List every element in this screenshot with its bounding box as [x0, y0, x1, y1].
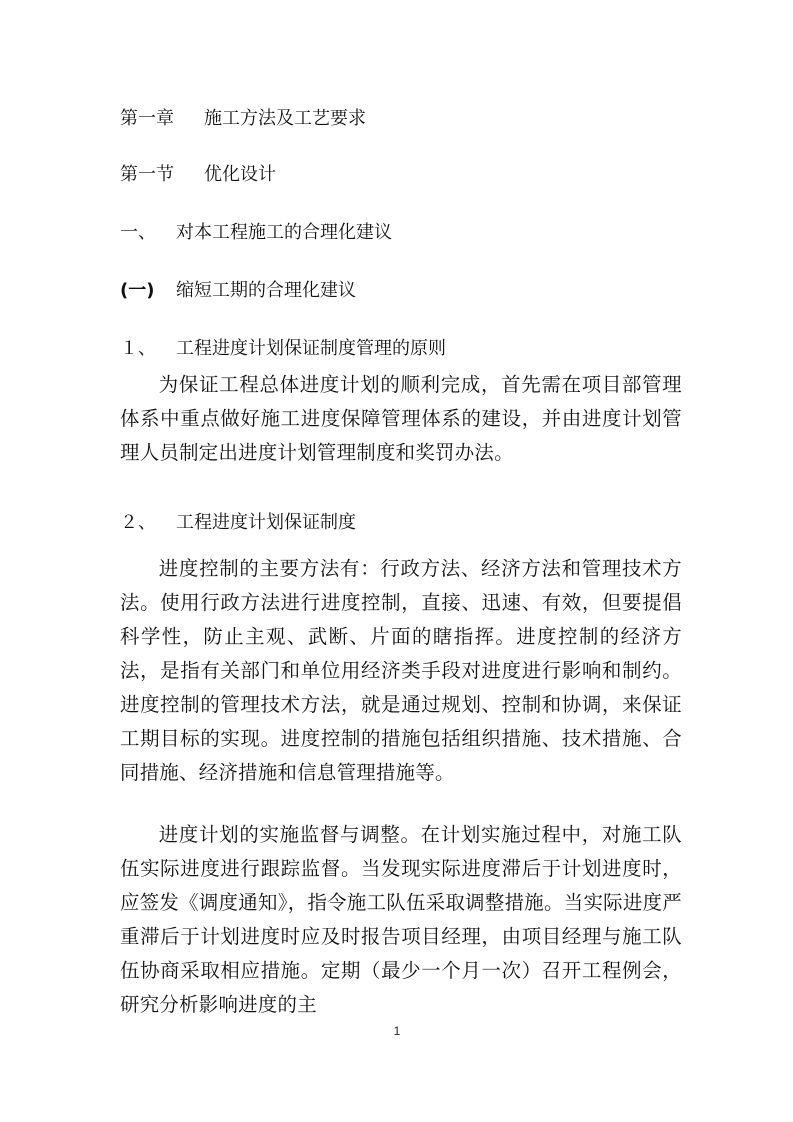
subsection-heading [120, 222, 392, 244]
heading-number: 第一章 [120, 108, 174, 129]
paragraph-2: 进度控制的主要方法有：行政方法、经济方法和管理技术方法。使用行政方法进行进度控制，直接、迅速、有效，但要提倡科学性，防止主观、武断、片面的瞎指挥。进度控制的经济方法，是指有关部门和单位用经济类手段对进度进行影响和制约。进度控制的管理技术方法，就是通过规划、控制和协调，来保证工期目标的实现。进度控制的措施包括组织措施、技术措施、合同措施、经济措施和信息管理措施等。 [120, 557, 682, 784]
item-heading-2 [120, 512, 356, 534]
chapter-heading [120, 108, 366, 130]
heading-number: (一) [120, 280, 155, 301]
heading-number: ２、 [120, 512, 156, 533]
page-number: 1 [393, 1024, 401, 1038]
subsubsection-heading [120, 280, 356, 302]
paragraph-3: 进度计划的实施监督与调整。在计划实施过程中，对施工队伍实际进度进行跟踪监督。当发现实际进度滞后于计划进度时，应签发《调度通知》，指令施工队伍采取调整措施。当实际进度严重滞后于计划进度时应及时报告项目经理，由项目经理与施工队伍协商采取相应措施。定期（最少一个月一次）召开工程例会，研究分析影响进度的主 [120, 823, 682, 1016]
item-heading-1 [120, 338, 446, 360]
heading-title: 工程进度计划保证制度管理的原则 [176, 338, 446, 359]
section-heading [120, 164, 276, 186]
heading-title: 对本工程施工的合理化建议 [176, 222, 392, 243]
heading-number: 第一节 [120, 164, 174, 185]
heading-title: 缩短工期的合理化建议 [176, 280, 356, 301]
heading-number: 一、 [120, 222, 156, 243]
paragraph-1: 为保证工程总体进度计划的顺利完成，首先需在项目部管理体系中重点做好施工进度保障管理体系的建设，并由进度计划管理人员制定出进度计划管理制度和奖罚办法。 [120, 373, 682, 464]
heading-title: 施工方法及工艺要求 [204, 108, 366, 129]
heading-number: １、 [120, 338, 156, 359]
heading-title: 工程进度计划保证制度 [176, 512, 356, 533]
heading-title: 优化设计 [204, 164, 276, 185]
